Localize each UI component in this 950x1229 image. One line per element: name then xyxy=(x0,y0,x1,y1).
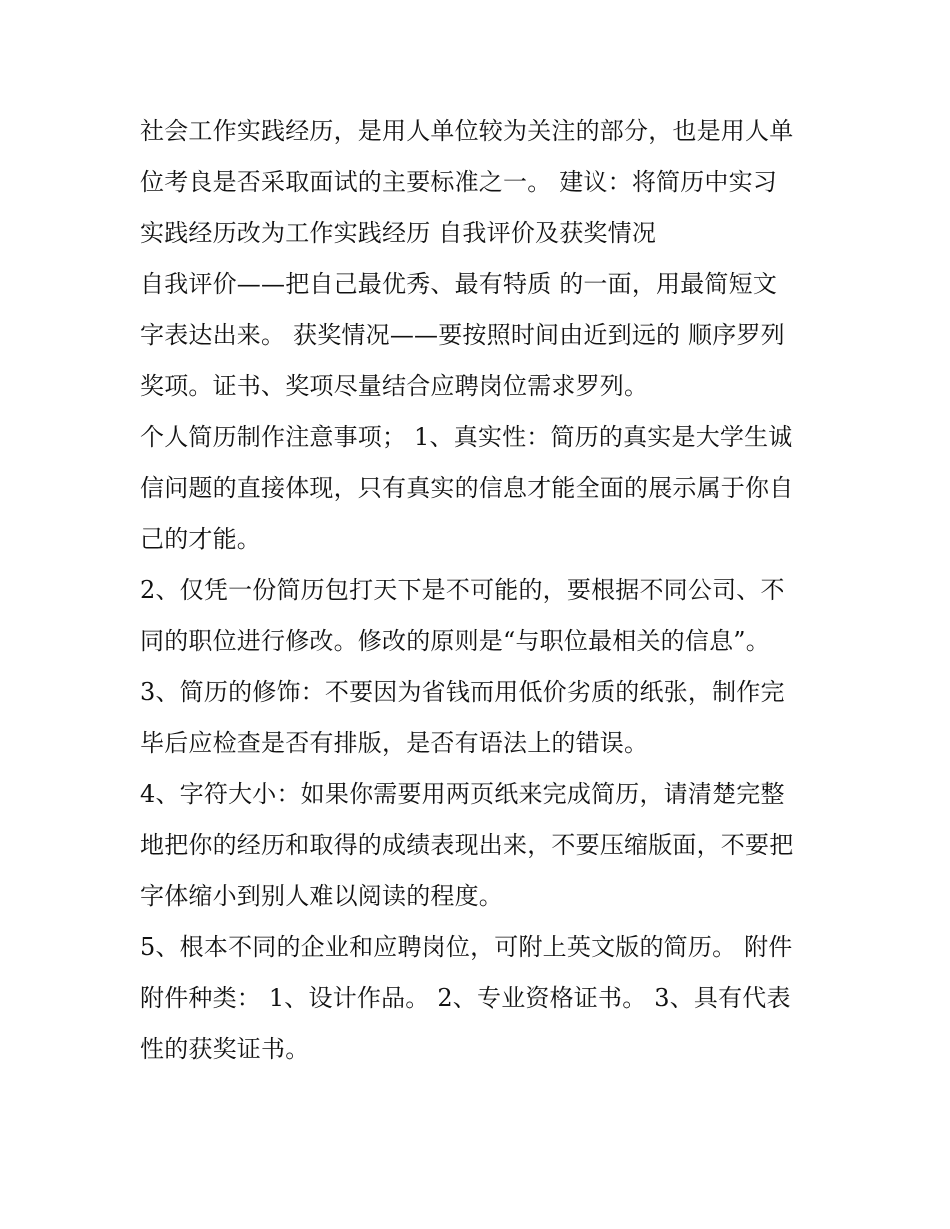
text-line: 5、根本不同的企业和应聘岗位，可附上英文版的简历。 附件 xyxy=(140,933,793,961)
text-line: 个人简历制作注意事项； 1、真实性：简历的真实是大学生诚 xyxy=(140,423,793,451)
text-line: 信问题的直接体现，只有真实的信息才能全面的展示属于你自 xyxy=(140,474,794,502)
text-line: 性的获奖证书。 xyxy=(140,1035,310,1063)
text-line: 奖项。证书、奖项尽量结合应聘岗位需求罗列。 xyxy=(140,372,649,400)
text-line: 同的职位进行修改。修改的原则是“与职位最相关的信息”。 xyxy=(140,627,770,655)
text-line: 字体缩小到别人难以阅读的程度。 xyxy=(140,882,503,910)
text-line: 字表达出来。 获奖情况——要按照时间由近到远的 顺序罗列 xyxy=(140,321,785,349)
text-line: 社会工作实践经历，是用人单位较为关注的部分，也是用人单 xyxy=(140,117,794,145)
text-line: 实践经历改为工作实践经历 自我评价及获奖情况 xyxy=(140,219,657,247)
text-line: 自我评价——把自己最优秀、最有特质 的一面，用最简短文 xyxy=(140,270,778,298)
text-line: 己的才能。 xyxy=(140,525,261,553)
text-line: 地把你的经历和取得的成绩表现出来，不要压缩版面，不要把 xyxy=(140,831,794,859)
text-line: 2、仅凭一份简历包打天下是不可能的，要根据不同公司、不 xyxy=(140,576,785,604)
text-line: 附件种类： 1、设计作品。 2、专业资格证书。 3、具有代表 xyxy=(140,984,791,1012)
text-line: 3、简历的修饰：不要因为省钱而用低价劣质的纸张，制作完 xyxy=(140,678,785,706)
text-line: 毕后应检查是否有排版，是否有语法上的错误。 xyxy=(140,729,649,757)
text-line: 位考良是否采取面试的主要标准之一。 建议：将简历中实习 xyxy=(140,168,778,196)
document-body xyxy=(140,106,830,1075)
text-line: 4、字符大小：如果你需要用两页纸来完成简历，请清楚完整 xyxy=(140,780,785,808)
